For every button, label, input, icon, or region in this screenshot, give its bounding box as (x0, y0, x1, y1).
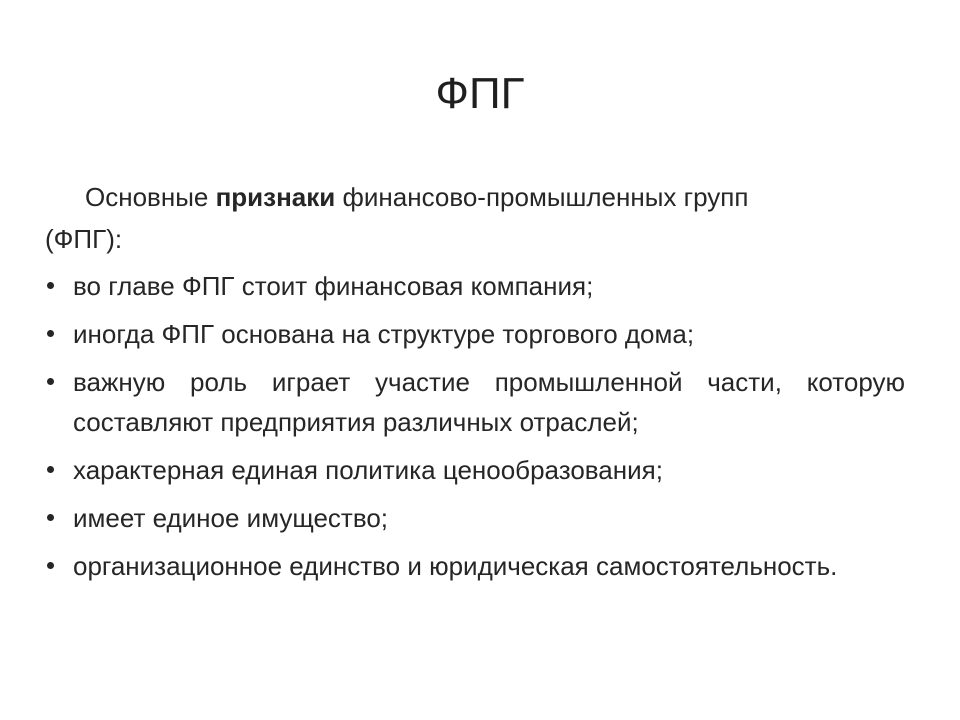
intro-paragraph (45, 176, 805, 260)
slide-title: ФПГ (435, 69, 525, 118)
bullet-list (45, 266, 905, 586)
bullet-item: характерная единая политика ценообразования; (45, 450, 905, 490)
intro-bold-term: признаки (215, 182, 336, 212)
bullet-item: важную роль играет участие промышленной части, которую составляют предприятия различных отраслей; (45, 362, 905, 442)
intro-text-before: Основные (85, 182, 216, 212)
bullet-item: организационное единство и юридическая самостоятельность. (45, 546, 905, 586)
intro-text-after: финансово-промышленных групп (ФПГ): (45, 182, 749, 254)
bullet-item: иногда ФПГ основана на структуре торгового дома; (45, 314, 905, 354)
bullet-item: имеет единое имущество; (45, 498, 905, 538)
bullet-item: во главе ФПГ стоит финансовая компания; (45, 266, 905, 306)
slide-content (45, 176, 905, 586)
